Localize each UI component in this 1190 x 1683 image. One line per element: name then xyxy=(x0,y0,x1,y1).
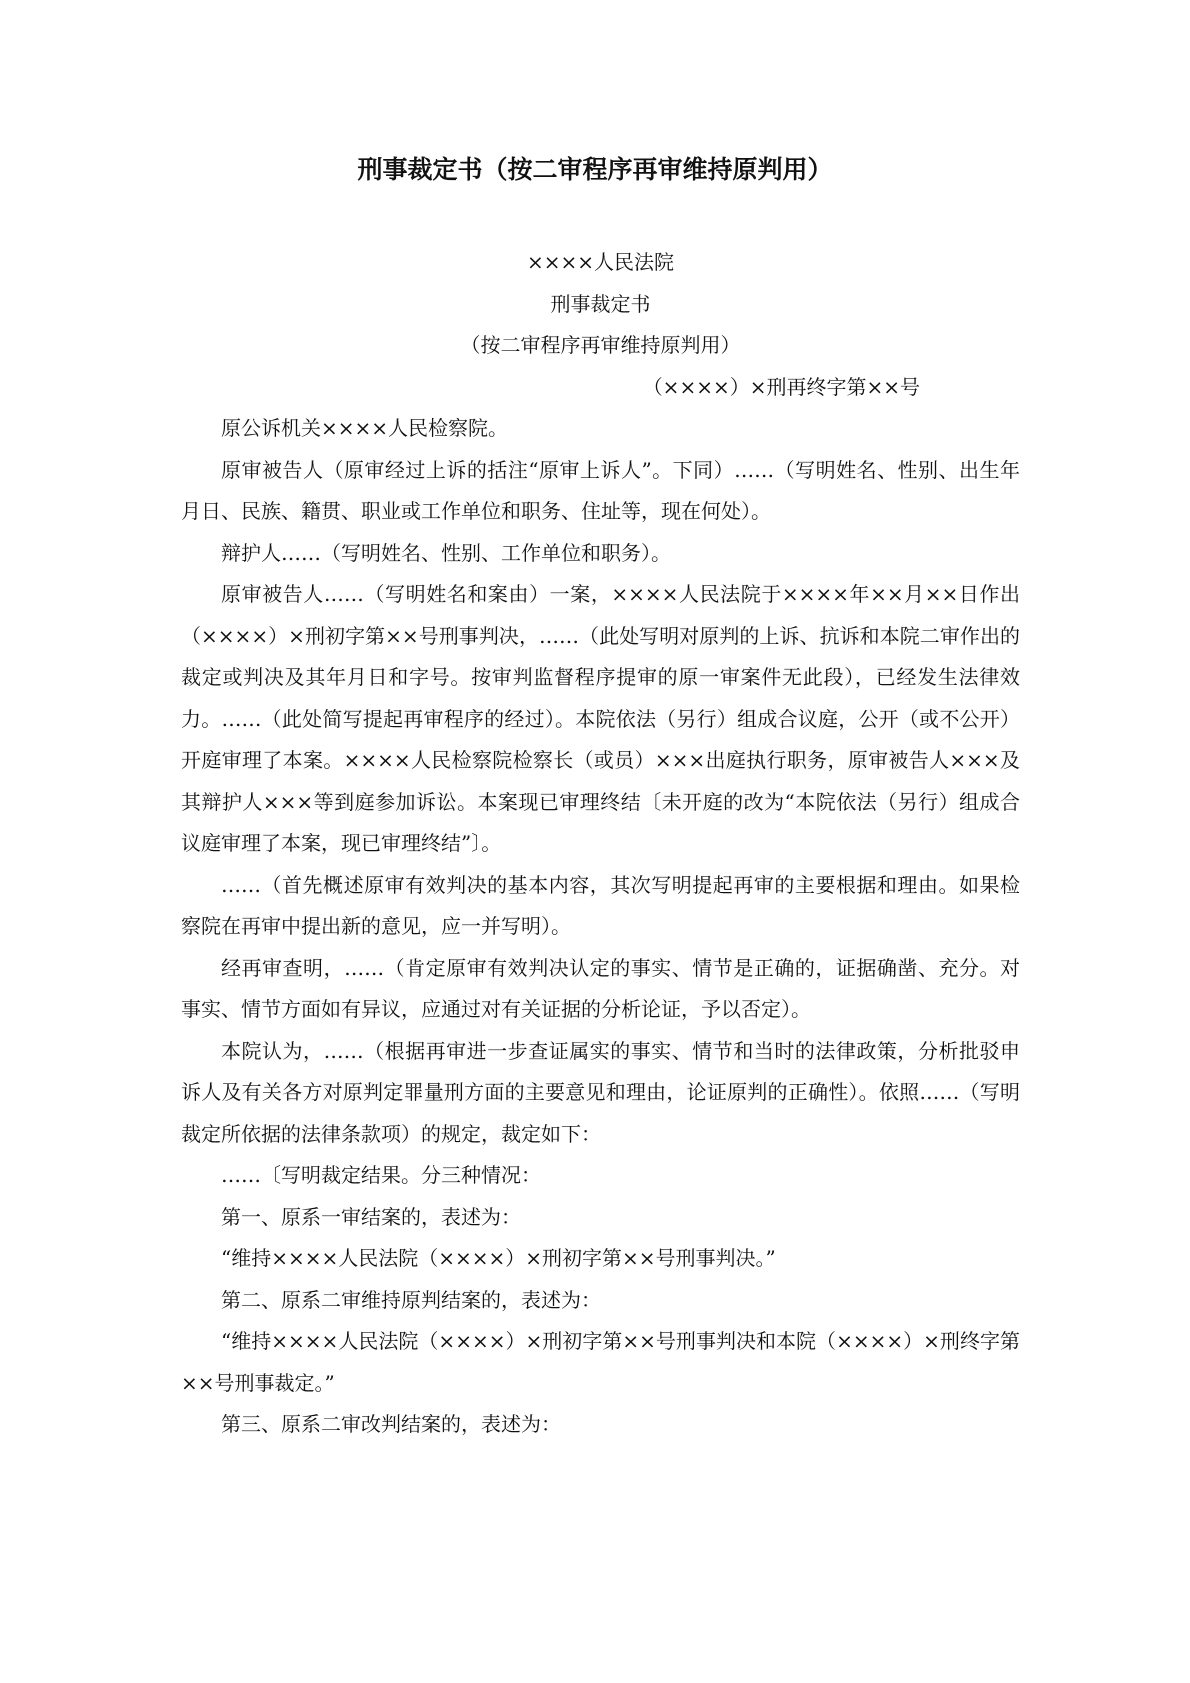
paragraph: 第三、原系二审改判结案的，表述为： xyxy=(221,1412,561,1436)
paragraph: 第二、原系二审维持原判结案的，表述为： xyxy=(221,1287,601,1312)
court-name: ××××人民法院 xyxy=(526,250,675,274)
document-header xyxy=(181,242,1020,408)
paragraph: 原审被告人（原审经过上诉的括注“原审上诉人”。下同）……（写明姓名、性别、出生年月日、民族、籍贯、职业或工作单位和职务、住址等，现在何处）。 xyxy=(181,457,1020,523)
paragraph: ……（首先概述原审有效判决的基本内容，其次写明提起再审的主要根据和理由。如果检察院在再审中提出新的意见，应一并写明）。 xyxy=(181,872,1020,938)
paragraph: “维持××××人民法院（××××）×刑初字第××号刑事判决和本院（××××）×刑终字第××号刑事裁定。” xyxy=(181,1329,1020,1395)
paragraph: 本院认为，……（根据再审进一步查证属实的事实、情节和当时的法律政策，分析批驳申诉人及有关各方对原判定罪量刑方面的主要意见和理由，论证原判的正确性）。依照……（写明裁定所依据的法律条款项）的规定，裁定如下： xyxy=(181,1038,1020,1146)
paragraph: 原审被告人……（写明姓名和案由）一案，××××人民法院于××××年××月××日作出（××××）×刑初字第××号刑事判决，……（此处写明对原判的上诉、抗诉和本院二审作出的裁定或判决及其年月日和字号。按审判监督程序提审的原一审案件无此段），已经发生法律效力。……（此处简写提起再审程序的经过）。本院依法（另行）组成合议庭，公开（或不公开）开庭审理了本案。××××人民检察院检察长（或员）×××出庭执行职务，原审被告人×××及其辩护人×××等到庭参加诉讼。本案现已审理终结〔未开庭的改为“本院依法（另行）组成合议庭审理了本案，现已审理终结”〕。 xyxy=(181,582,1020,855)
paragraph: “维持××××人民法院（××××）×刑初字第××号刑事判决。” xyxy=(221,1246,776,1270)
document-body xyxy=(181,242,1020,1446)
document-subtype: （按二审程序再审维持原判用） xyxy=(460,333,741,357)
paragraph: ……〔写明裁定结果。分三种情况： xyxy=(221,1163,541,1187)
document-type: 刑事裁定书 xyxy=(550,291,651,316)
paragraph: 原公诉机关××××人民检察院。 xyxy=(221,416,509,440)
paragraph: 第一、原系一审结案的，表述为： xyxy=(221,1204,521,1229)
paragraph: 经再审查明，……（肯定原审有效判决认定的事实、情节是正确的，证据确凿、充分。对事实、情节方面如有异议，应通过对有关证据的分析论证，予以否定）。 xyxy=(181,955,1020,1021)
document-title: 刑事裁定书（按二审程序再审维持原判用） xyxy=(357,155,833,184)
case-number: （××××）×刑再终字第××号 xyxy=(642,374,920,399)
paragraph: 辩护人……（写明姓名、性别、工作单位和职务）。 xyxy=(221,540,671,565)
